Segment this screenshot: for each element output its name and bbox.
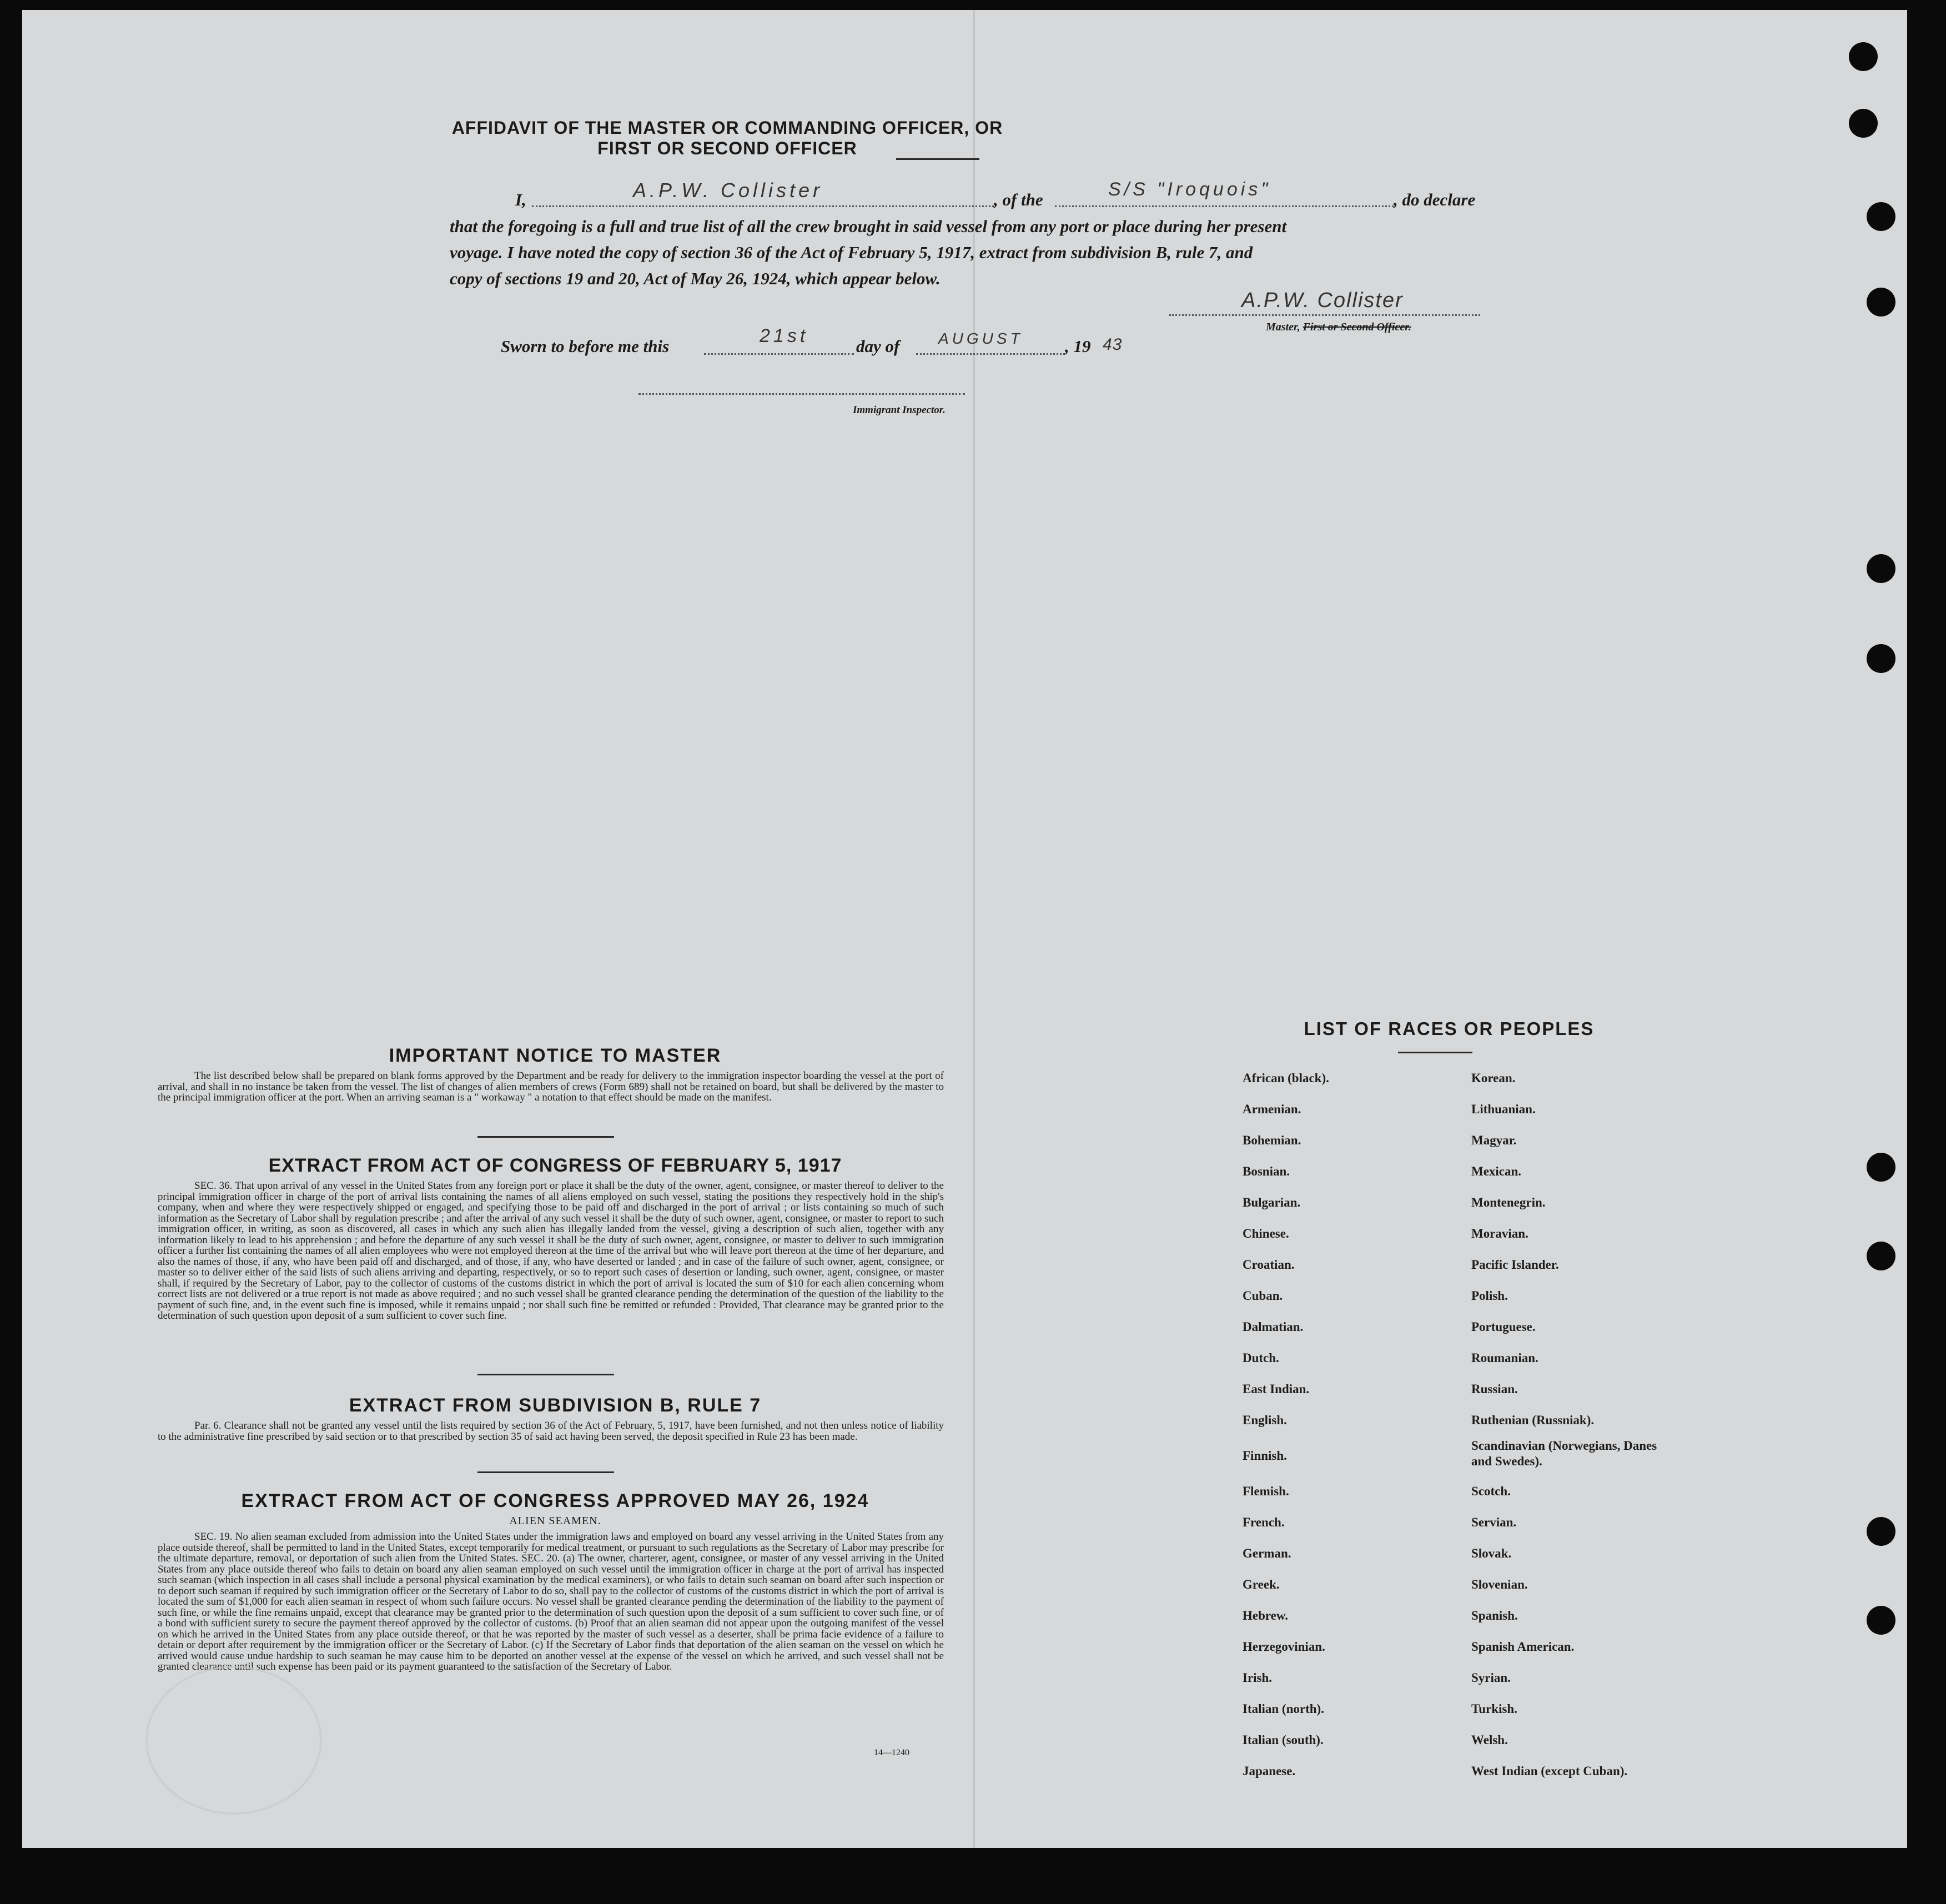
race-item: Irish. bbox=[1243, 1671, 1273, 1685]
master-text: Master, bbox=[1266, 321, 1300, 333]
of-the-label: , of the bbox=[994, 190, 1043, 209]
day-of-label: day of bbox=[856, 336, 900, 356]
day-blank bbox=[704, 353, 854, 355]
do-declare-label: , do declare bbox=[1394, 190, 1476, 209]
title-underline bbox=[896, 158, 979, 160]
race-item: Flemish. bbox=[1243, 1484, 1289, 1498]
i-label: I, bbox=[515, 190, 526, 209]
race-item: Cuban. bbox=[1243, 1289, 1283, 1303]
binder-hole bbox=[1867, 202, 1895, 231]
race-item: Servian. bbox=[1471, 1515, 1517, 1529]
race-item: Spanish American. bbox=[1471, 1640, 1575, 1654]
extract-1924-subtitle: ALIEN SEAMEN. bbox=[509, 1515, 601, 1527]
races-title: LIST OF RACES OR PEOPLES bbox=[1304, 1018, 1595, 1039]
race-item: African (black). bbox=[1243, 1071, 1329, 1085]
race-item: Scandinavian (Norwegians, Danes and Swedes). bbox=[1471, 1439, 1657, 1468]
race-item: Hebrew. bbox=[1243, 1609, 1288, 1622]
extract-1917-title: EXTRACT FROM ACT OF CONGRESS OF FEBRUARY 5, 1917 bbox=[268, 1155, 842, 1176]
handwritten-day: 21st bbox=[760, 325, 809, 346]
affidavit-line-3: voyage. I have noted the copy of section 36 of the Act of February 5, 1917, extract from subdivision B, rule 7, and bbox=[450, 243, 1253, 262]
race-item: German. bbox=[1243, 1546, 1291, 1560]
master-label bbox=[1266, 321, 1411, 334]
race-item: Bohemian. bbox=[1243, 1133, 1301, 1147]
race-item: Italian (north). bbox=[1243, 1702, 1324, 1716]
race-item: Dutch. bbox=[1243, 1351, 1279, 1365]
handwritten-name: A.P.W. Collister bbox=[633, 179, 823, 202]
handwritten-year: 43 bbox=[1103, 335, 1123, 354]
race-item: Portuguese. bbox=[1471, 1320, 1536, 1334]
race-item: Greek. bbox=[1243, 1578, 1280, 1591]
race-item: Syrian. bbox=[1471, 1671, 1511, 1685]
race-item: Slovak. bbox=[1471, 1546, 1512, 1560]
race-item: Mexican. bbox=[1471, 1164, 1522, 1178]
notice-body: The list described below shall be prepared on blank forms approved by the Department and be ready for delivery to the immigration inspector boarding the vessel at the port of arrival, and shall in no instance be taken from the vessel. The list of changes of alien members of crews (Form 689) shall not be retained on board, but shall be delivered by the master to the principal immigration officer at the port. When an arriving seaman is a " workaway " a notation to that effect should be made on the manifest. bbox=[158, 1070, 944, 1103]
race-item: Turkish. bbox=[1471, 1702, 1517, 1716]
name-blank bbox=[532, 205, 994, 207]
binder-hole bbox=[1867, 1517, 1895, 1546]
affidavit-line-4: copy of sections 19 and 20, Act of May 26, 1924, which appear below. bbox=[450, 269, 941, 288]
race-item: Scotch. bbox=[1471, 1484, 1511, 1498]
vessel-blank bbox=[1055, 205, 1394, 207]
race-item: Chinese. bbox=[1243, 1227, 1289, 1240]
binder-hole bbox=[1849, 109, 1878, 138]
race-item: Finnish. bbox=[1243, 1449, 1287, 1463]
race-item: Pacific Islander. bbox=[1471, 1258, 1559, 1272]
handwritten-vessel: S/S "Iroquois" bbox=[1108, 179, 1271, 200]
race-item: Spanish. bbox=[1471, 1609, 1518, 1622]
race-item: Welsh. bbox=[1471, 1733, 1508, 1747]
extract-1917-rule bbox=[477, 1374, 614, 1375]
embossed-seal bbox=[145, 1666, 322, 1815]
signature-line bbox=[1169, 314, 1480, 316]
race-item: Italian (south). bbox=[1243, 1733, 1324, 1747]
race-item: East Indian. bbox=[1243, 1382, 1310, 1396]
month-blank bbox=[916, 353, 1065, 355]
binder-hole bbox=[1867, 1606, 1895, 1635]
year-prefix: , 19 bbox=[1065, 336, 1091, 356]
race-item: West Indian (except Cuban). bbox=[1471, 1764, 1628, 1778]
race-item: Japanese. bbox=[1243, 1764, 1296, 1778]
race-item: English. bbox=[1243, 1413, 1287, 1427]
race-item: Russian. bbox=[1471, 1382, 1518, 1396]
handwritten-signature: A.P.W. Collister bbox=[1241, 289, 1404, 312]
extract-1924-body: SEC. 19. No alien seaman excluded from admission into the United States under the immigration laws and employed on board any vessel arriving in the United States from any place outside thereof, shall be permitted to land in the United States, except temporarily for medical treatment, or pursuant to such regulations as the Secretary of Labor may prescribe for the ultimate departure, removal, or deportation of such alien from the United States. SEC. 20. (a) The owner, charterer, agent, consignee, or master of any vessel arriving in the United States from any place outside thereof who fails to detain on board any alien seaman employed on such vessel until the immigration officer in charge at the port of arrival has inspected such seaman (which inspection in all cases shall include a personal physical examination by the medical examiners), or who fails to detain such seaman on board after such inspection or to deport such seaman if required by such immigration officer or the Secretary of Labor to do so, shall pay to the collector of customs of the customs district in which the port of arrival is located the sum of $1,000 for each alien seaman in respect of whom such failure occurs. No vessel shall be granted clearance pending the determination of the liability to the payment of such fine, or while the fine remains unpaid, except that clearance may be granted prior to the determination of such question upon the deposit of a sum sufficient to cover such fine, or of a bond with sufficient surety to secure the payment thereof approved by the collector of customs. (b) Proof that an alien seaman did not appear upon the outgoing manifest of the vessel on which he arrived in the United States from any place outside thereof, or that he was reported by the master of such vessel as a deserter, shall be prima facie evidence of a failure to detain or deport after requirement by the immigration officer or the Secretary of Labor. (c) If the Secretary of Labor finds that deportation of the alien seaman on the vessel on which he arrived would cause undue hardship to such seaman he may cause him to be deported on another vessel at the expense of the vessel on which he arrived, and such vessel shall not be granted clearance until such expense has been paid or its payment guaranteed to the satisfaction of the Secretary of Labor. bbox=[158, 1531, 944, 1672]
races-rule bbox=[1398, 1052, 1472, 1053]
race-item: Polish. bbox=[1471, 1289, 1508, 1303]
extract-1917-body: SEC. 36. That upon arrival of any vessel in the United States from any foreign port or place it shall be the duty of the owner, agent, consignee, or master thereof to deliver to the principal immigration officer in charge of the port of arrival lists containing the names of all aliens employed on such vessel, stating the positions they respectively hold in the ship's company, when and where they were respectively shipped or engaged, and specifying those to be paid off and discharged in the port of arrival ; or lists containing so much of such information as the Secretary of Labor shall by regulation prescribe ; and after the arrival of any such vessel it shall be the duty of such owner, agent, consignee, or master to report to such immigration officer, in writing, as soon as discovered, all cases in which any such alien has illegally landed from the vessel, giving a description of such alien, together with any information likely to lead to his apprehension ; and before the departure of any such vessel it shall be the duty of such owner, agent, consignee, or master to deliver to such immigration officer a further list containing the names of all alien employees who were not employed thereon at the time of the arrival but who will leave port thereon at the time of her departure, and also the names of those, if any, who have been paid off and discharged, and of those, if any, who have deserted or landed ; and in case of the failure of such owner, agent, consignee, or master so to deliver either of the said lists of such aliens arriving and departing, respectively, or so to report such cases of desertion or landing, such owner, agent, consignee, or master shall, if required by the Secretary of Labor, pay to the collector of customs of the customs district in which the port of arrival is located the sum of $10 for each alien concerning whom correct lists are not delivered or a true report is not made as above required ; and no such vessel shall be granted clearance pending the determination of the question of the liability to the payment of such fine, and, in the event such fine is imposed, while it remains unpaid ; nor shall such fine be remitted or refunded : Provided, That clearance may be granted prior to the determination of such question upon deposit of a sum sufficient to cover such fine. bbox=[158, 1180, 944, 1322]
race-item: Korean. bbox=[1471, 1071, 1516, 1085]
race-item: Dalmatian. bbox=[1243, 1320, 1304, 1334]
race-item: Armenian. bbox=[1243, 1102, 1301, 1116]
binder-hole bbox=[1867, 1153, 1895, 1182]
struck-officer-text: First or Second Officer. bbox=[1303, 321, 1411, 333]
binder-hole bbox=[1867, 554, 1895, 583]
race-item: French. bbox=[1243, 1515, 1285, 1529]
race-item: Moravian. bbox=[1471, 1227, 1528, 1240]
extract-1924-title: EXTRACT FROM ACT OF CONGRESS APPROVED MAY 26, 1924 bbox=[241, 1490, 869, 1511]
race-item: Slovenian. bbox=[1471, 1578, 1528, 1591]
notice-rule bbox=[477, 1136, 614, 1138]
affidavit-line-2: that the foregoing is a full and true list of all the crew brought in said vessel from any port or place during her present bbox=[450, 217, 1287, 236]
binder-hole bbox=[1867, 644, 1895, 673]
inspector-line bbox=[638, 393, 965, 395]
handwritten-month: AUGUST bbox=[938, 330, 1023, 347]
sworn-label: Sworn to before me this bbox=[501, 336, 670, 356]
rule7-title: EXTRACT FROM SUBDIVISION B, RULE 7 bbox=[349, 1395, 762, 1416]
page-fold bbox=[973, 10, 975, 1848]
rule7-body: Par. 6. Clearance shall not be granted any vessel until the lists required by section 36 of the Act of February, 5, 1917, have been furnished, and not then unless notice of liability to the administrative fine prescribed by said section or to that prescribed by section 35 of said act having been served, the deposit specified in Rule 23 has been made. bbox=[158, 1420, 944, 1443]
race-item: Bosnian. bbox=[1243, 1164, 1290, 1178]
races-right-column bbox=[1471, 1063, 1660, 1787]
race-item: Magyar. bbox=[1471, 1133, 1517, 1147]
races-left-column bbox=[1243, 1063, 1442, 1787]
race-item: Montenegrin. bbox=[1471, 1195, 1546, 1209]
race-item: Herzegovinian. bbox=[1243, 1640, 1325, 1654]
race-item: Croatian. bbox=[1243, 1258, 1295, 1272]
affidavit-title: AFFIDAVIT OF THE MASTER OR COMMANDING OFFICER, OR FIRST OR SECOND OFFICER bbox=[451, 118, 1003, 158]
race-item: Lithuanian. bbox=[1471, 1102, 1536, 1116]
inspector-label: Immigrant Inspector. bbox=[853, 404, 946, 416]
form-number: 14—1240 bbox=[874, 1748, 909, 1757]
race-item: Ruthenian (Russniak). bbox=[1471, 1413, 1595, 1427]
race-item: Bulgarian. bbox=[1243, 1195, 1301, 1209]
notice-title: IMPORTANT NOTICE TO MASTER bbox=[389, 1045, 722, 1066]
rule7-rule bbox=[477, 1471, 614, 1473]
binder-hole bbox=[1867, 1242, 1895, 1270]
binder-hole bbox=[1849, 42, 1878, 71]
race-item: Roumanian. bbox=[1471, 1351, 1538, 1365]
binder-hole bbox=[1867, 288, 1895, 317]
